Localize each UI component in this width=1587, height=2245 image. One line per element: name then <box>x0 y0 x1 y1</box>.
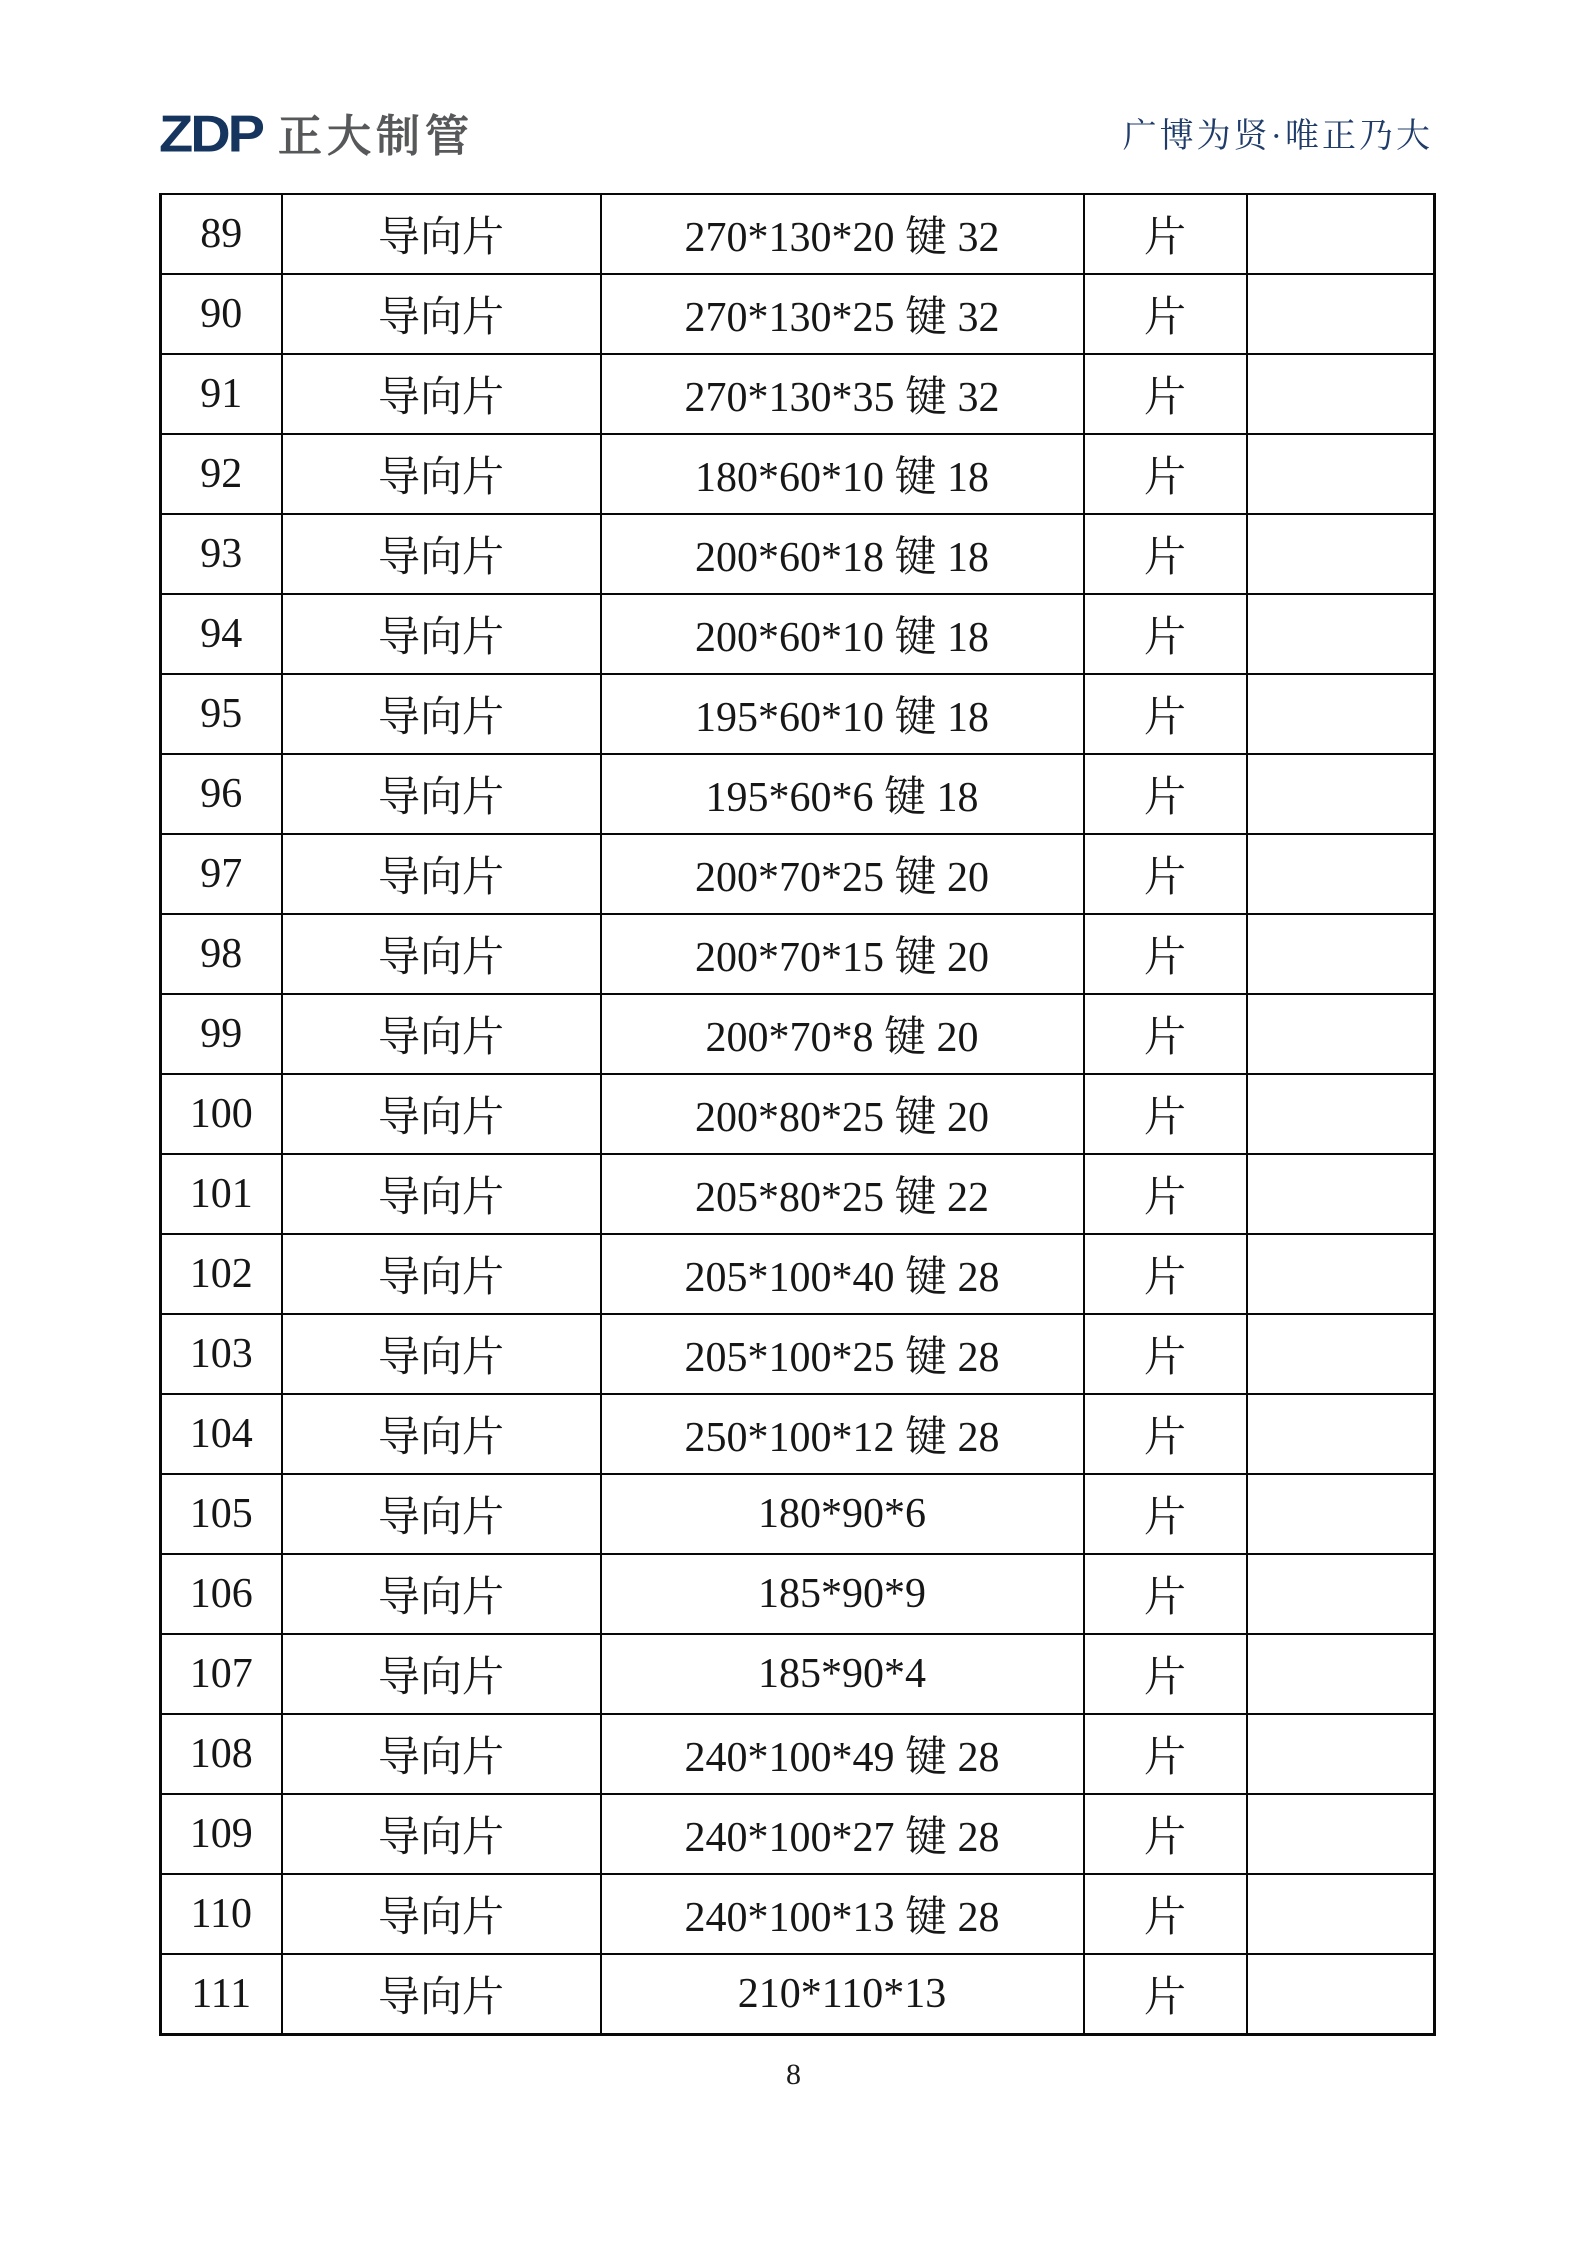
table-row <box>161 1714 1435 1794</box>
spec-cell: 240*100*27 键 28 <box>601 1794 1084 1874</box>
note-cell <box>1247 754 1435 834</box>
note-cell <box>1247 994 1435 1074</box>
spec-cell: 185*90*9 <box>601 1554 1084 1634</box>
row-number-cell: 100 <box>161 1074 282 1154</box>
unit-cell: 片 <box>1084 834 1247 914</box>
table-row <box>161 514 1435 594</box>
spec-cell: 200*80*25 键 20 <box>601 1074 1084 1154</box>
item-name-cell: 导向片 <box>282 1474 601 1554</box>
unit-cell: 片 <box>1084 434 1247 514</box>
row-number-cell: 109 <box>161 1794 282 1874</box>
note-cell <box>1247 1154 1435 1234</box>
note-cell <box>1247 1394 1435 1474</box>
row-number-cell: 96 <box>161 754 282 834</box>
row-number-cell: 91 <box>161 354 282 434</box>
unit-cell: 片 <box>1084 194 1247 274</box>
table-row <box>161 1634 1435 1714</box>
unit-cell: 片 <box>1084 1954 1247 2035</box>
row-number-cell: 89 <box>161 194 282 274</box>
spec-cell: 200*70*25 键 20 <box>601 834 1084 914</box>
item-name-cell: 导向片 <box>282 1394 601 1474</box>
row-number-cell: 99 <box>161 994 282 1074</box>
logo-zdp-text: ZDP <box>159 104 262 163</box>
unit-cell: 片 <box>1084 1394 1247 1474</box>
note-cell <box>1247 354 1435 434</box>
table-row <box>161 674 1435 754</box>
unit-cell: 片 <box>1084 1714 1247 1794</box>
note-cell <box>1247 834 1435 914</box>
unit-cell: 片 <box>1084 1154 1247 1234</box>
item-name-cell: 导向片 <box>282 194 601 274</box>
item-name-cell: 导向片 <box>282 1874 601 1954</box>
row-number-cell: 98 <box>161 914 282 994</box>
item-name-cell: 导向片 <box>282 434 601 514</box>
table-row <box>161 754 1435 834</box>
spec-cell: 195*60*6 键 18 <box>601 754 1084 834</box>
page-footer <box>0 2060 1587 2090</box>
item-name-cell: 导向片 <box>282 994 601 1074</box>
table-row <box>161 1474 1435 1554</box>
unit-cell: 片 <box>1084 1314 1247 1394</box>
table-row <box>161 434 1435 514</box>
parts-table-body <box>161 194 1435 2035</box>
spec-cell: 270*130*25 键 32 <box>601 274 1084 354</box>
spec-cell: 200*70*15 键 20 <box>601 914 1084 994</box>
row-number-cell: 93 <box>161 514 282 594</box>
spec-cell: 200*60*18 键 18 <box>601 514 1084 594</box>
table-row <box>161 834 1435 914</box>
item-name-cell: 导向片 <box>282 1794 601 1874</box>
note-cell <box>1247 914 1435 994</box>
unit-cell: 片 <box>1084 1634 1247 1714</box>
unit-cell: 片 <box>1084 1074 1247 1154</box>
unit-cell: 片 <box>1084 354 1247 434</box>
table-row <box>161 274 1435 354</box>
item-name-cell: 导向片 <box>282 1314 601 1394</box>
item-name-cell: 导向片 <box>282 354 601 434</box>
note-cell <box>1247 1954 1435 2035</box>
row-number-cell: 110 <box>161 1874 282 1954</box>
item-name-cell: 导向片 <box>282 1154 601 1234</box>
row-number-cell: 94 <box>161 594 282 674</box>
row-number-cell: 95 <box>161 674 282 754</box>
unit-cell: 片 <box>1084 514 1247 594</box>
spec-cell: 270*130*35 键 32 <box>601 354 1084 434</box>
item-name-cell: 导向片 <box>282 1954 601 2035</box>
item-name-cell: 导向片 <box>282 274 601 354</box>
note-cell <box>1247 1474 1435 1554</box>
unit-cell: 片 <box>1084 674 1247 754</box>
item-name-cell: 导向片 <box>282 1714 601 1794</box>
row-number-cell: 105 <box>161 1474 282 1554</box>
row-number-cell: 101 <box>161 1154 282 1234</box>
spec-cell: 270*130*20 键 32 <box>601 194 1084 274</box>
table-row <box>161 1394 1435 1474</box>
item-name-cell: 导向片 <box>282 594 601 674</box>
table-row <box>161 1314 1435 1394</box>
spec-cell: 240*100*49 键 28 <box>601 1714 1084 1794</box>
unit-cell: 片 <box>1084 914 1247 994</box>
table-row <box>161 594 1435 674</box>
table-row <box>161 1794 1435 1874</box>
row-number-cell: 90 <box>161 274 282 354</box>
table-row <box>161 354 1435 434</box>
note-cell <box>1247 514 1435 594</box>
row-number-cell: 103 <box>161 1314 282 1394</box>
note-cell <box>1247 594 1435 674</box>
row-number-cell: 111 <box>161 1954 282 2035</box>
row-number-cell: 106 <box>161 1554 282 1634</box>
header-slogan: 广博为贤·唯正乃大 <box>1122 118 1433 155</box>
item-name-cell: 导向片 <box>282 1634 601 1714</box>
spec-cell: 250*100*12 键 28 <box>601 1394 1084 1474</box>
table-row <box>161 1954 1435 2035</box>
note-cell <box>1247 1794 1435 1874</box>
table-row <box>161 1154 1435 1234</box>
note-cell <box>1247 1634 1435 1714</box>
unit-cell: 片 <box>1084 594 1247 674</box>
item-name-cell: 导向片 <box>282 1074 601 1154</box>
logo-chinese-text: 正大制管 <box>278 112 474 161</box>
spec-cell: 205*80*25 键 22 <box>601 1154 1084 1234</box>
unit-cell: 片 <box>1084 1474 1247 1554</box>
table-row <box>161 194 1435 274</box>
page-number: 8 <box>786 2058 801 2091</box>
spec-cell: 205*100*40 键 28 <box>601 1234 1084 1314</box>
unit-cell: 片 <box>1084 994 1247 1074</box>
table-row <box>161 1874 1435 1954</box>
note-cell <box>1247 1234 1435 1314</box>
spec-cell: 210*110*13 <box>601 1954 1084 2035</box>
spec-cell: 195*60*10 键 18 <box>601 674 1084 754</box>
unit-cell: 片 <box>1084 274 1247 354</box>
row-number-cell: 102 <box>161 1234 282 1314</box>
row-number-cell: 108 <box>161 1714 282 1794</box>
note-cell <box>1247 1874 1435 1954</box>
parts-table <box>159 193 1436 2036</box>
row-number-cell: 97 <box>161 834 282 914</box>
unit-cell: 片 <box>1084 1234 1247 1314</box>
item-name-cell: 导向片 <box>282 754 601 834</box>
note-cell <box>1247 274 1435 354</box>
item-name-cell: 导向片 <box>282 914 601 994</box>
table-row <box>161 1074 1435 1154</box>
note-cell <box>1247 434 1435 514</box>
note-cell <box>1247 1074 1435 1154</box>
table-row <box>161 1554 1435 1634</box>
spec-cell: 180*90*6 <box>601 1474 1084 1554</box>
item-name-cell: 导向片 <box>282 1554 601 1634</box>
row-number-cell: 107 <box>161 1634 282 1714</box>
item-name-cell: 导向片 <box>282 1234 601 1314</box>
note-cell <box>1247 674 1435 754</box>
note-cell <box>1247 1554 1435 1634</box>
item-name-cell: 导向片 <box>282 514 601 594</box>
note-cell <box>1247 194 1435 274</box>
spec-cell: 205*100*25 键 28 <box>601 1314 1084 1394</box>
item-name-cell: 导向片 <box>282 834 601 914</box>
unit-cell: 片 <box>1084 1794 1247 1874</box>
spec-cell: 180*60*10 键 18 <box>601 434 1084 514</box>
item-name-cell: 导向片 <box>282 674 601 754</box>
spec-cell: 240*100*13 键 28 <box>601 1874 1084 1954</box>
table-row <box>161 994 1435 1074</box>
unit-cell: 片 <box>1084 1874 1247 1954</box>
unit-cell: 片 <box>1084 754 1247 834</box>
note-cell <box>1247 1714 1435 1794</box>
page-header <box>159 104 1433 163</box>
row-number-cell: 92 <box>161 434 282 514</box>
unit-cell: 片 <box>1084 1554 1247 1634</box>
spec-cell: 200*60*10 键 18 <box>601 594 1084 674</box>
spec-cell: 185*90*4 <box>601 1634 1084 1714</box>
spec-cell: 200*70*8 键 20 <box>601 994 1084 1074</box>
note-cell <box>1247 1314 1435 1394</box>
table-row <box>161 914 1435 994</box>
company-logo <box>159 104 474 163</box>
row-number-cell: 104 <box>161 1394 282 1474</box>
table-row <box>161 1234 1435 1314</box>
